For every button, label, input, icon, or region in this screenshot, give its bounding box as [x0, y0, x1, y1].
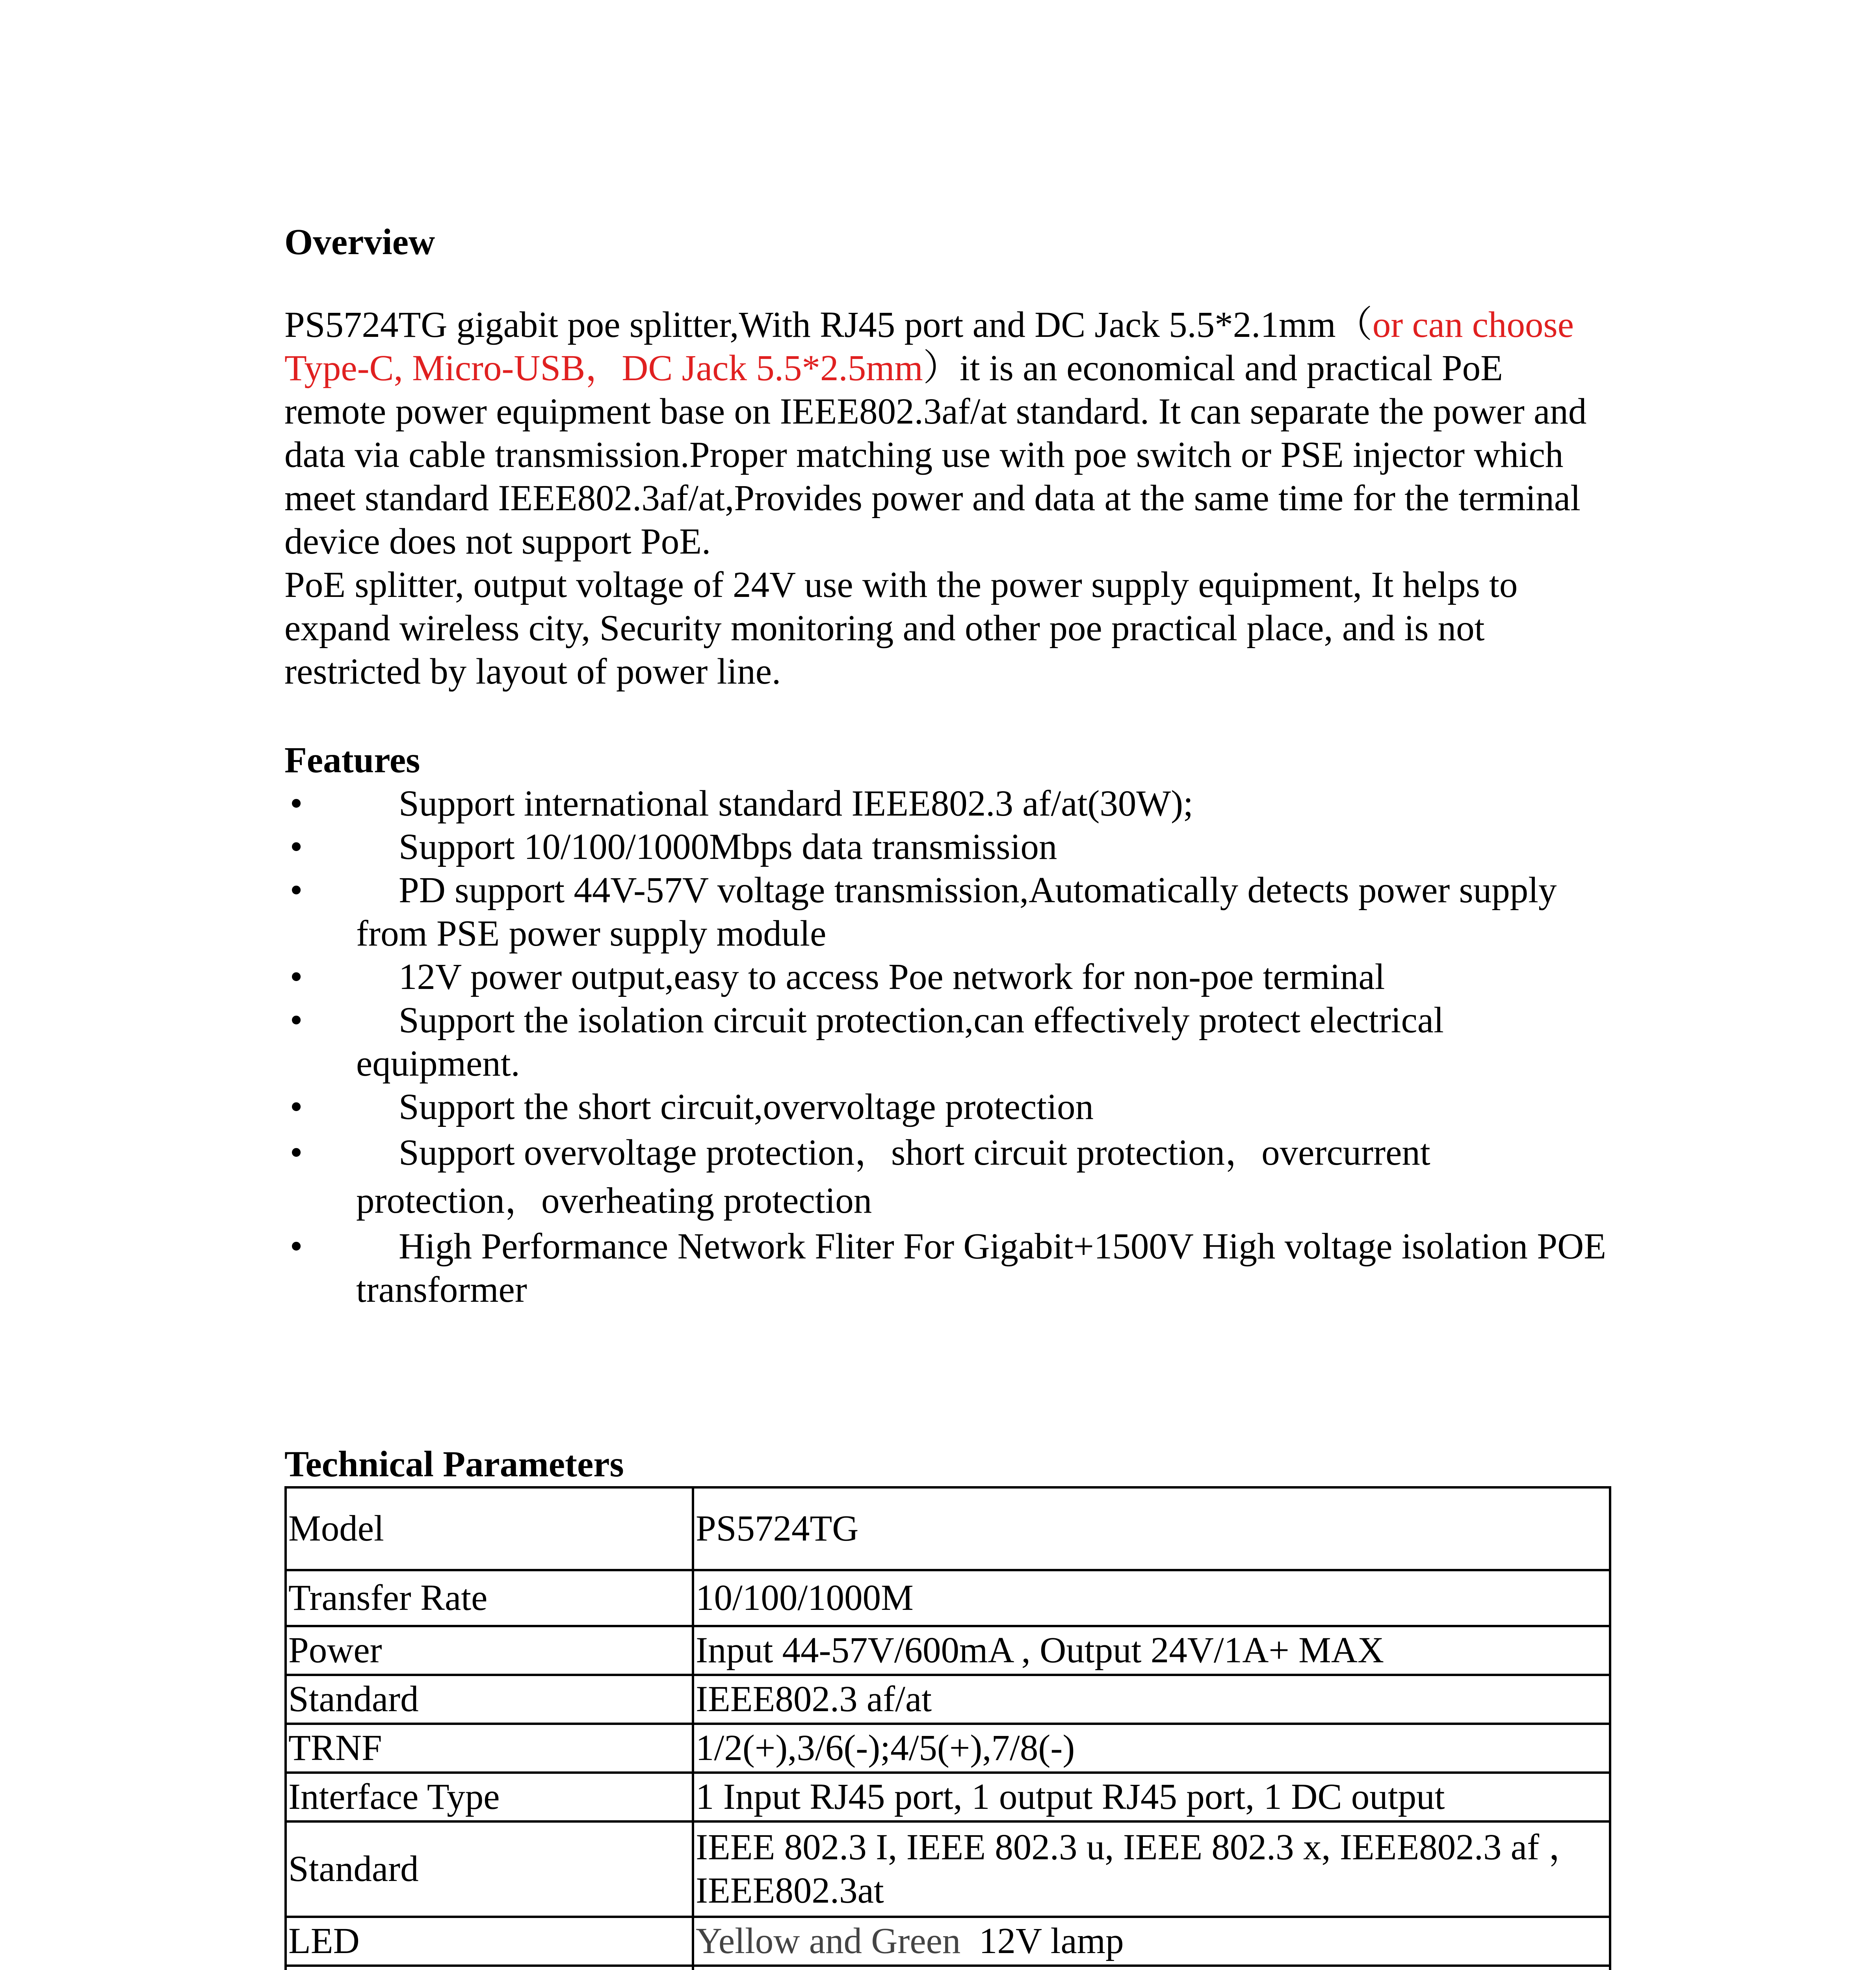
features-heading: Features [284, 740, 420, 781]
table-row [286, 1626, 1610, 1675]
overview-text-options: or can choose Type-C, Micro-USB，DC Jack 5.5*2.5mm [284, 305, 1574, 388]
bullet-icon: • [290, 1226, 303, 1267]
param-value: 1/2(+),3/6(-);4/5(+),7/8(-) [693, 1724, 1610, 1773]
feature-item [284, 1085, 1608, 1129]
param-label: Standard [286, 1675, 693, 1724]
param-label: Model [286, 1487, 693, 1570]
feature-text: Support the short circuit,overvoltage protection [399, 1087, 1094, 1127]
bullet-icon: • [290, 1132, 303, 1173]
param-label: Transfer Rate [286, 1570, 693, 1626]
spacer [284, 1312, 1608, 1443]
param-value [693, 1917, 1610, 1966]
feature-item [284, 999, 1608, 1085]
spacer [284, 264, 1608, 303]
spacer [284, 693, 1608, 739]
feature-text: PD support 44V-57V voltage transmission,Automatically detects power supply from PSE power supply module [356, 870, 1557, 954]
feature-item [284, 1129, 1608, 1225]
param-label: TRNF [286, 1724, 693, 1773]
feature-text: Support international standard IEEE802.3 af/at(30W); [399, 783, 1193, 824]
overview-paragraph-2: PoE splitter, output voltage of 24V use with the power supply equipment, It helps to expand wireless city, Security monitoring and other poe practical place, and is not restricted by layout of power line. [284, 565, 1518, 692]
param-value: IEEE802.3 af/at [693, 1675, 1610, 1724]
led-colors: Yellow and Green [696, 1921, 961, 1961]
bullet-icon: • [290, 870, 303, 911]
param-label: Interface Type [286, 1773, 693, 1821]
param-value: Input 44-57V/600mA , Output 24V/1A+ MAX [693, 1626, 1610, 1675]
table-row [286, 1487, 1610, 1570]
table-row [286, 1773, 1610, 1821]
table-row [286, 1821, 1610, 1917]
param-label: Standard [286, 1821, 693, 1917]
table-row [286, 1917, 1610, 1966]
parameters-table [284, 1486, 1611, 1970]
table-row [286, 1966, 1610, 1970]
feature-item [284, 782, 1608, 825]
feature-text: 12V power output,easy to access Poe network for non-poe terminal [399, 957, 1385, 997]
feature-text: High Performance Network Fliter For Gigabit+1500V High voltage isolation POE transformer [356, 1226, 1607, 1310]
technical-heading: Technical Parameters [284, 1444, 624, 1485]
overview-text-part1: PS5724TG gigabit poe splitter,With RJ45 port and DC Jack 5.5*2.1mm（ [284, 305, 1373, 345]
document-body [284, 221, 1608, 1970]
param-value [693, 1966, 1610, 1970]
table-row [286, 1570, 1610, 1626]
overview-heading: Overview [284, 222, 435, 262]
param-value: 1 Input RJ45 port, 1 output RJ45 port, 1 DC output [693, 1773, 1610, 1821]
feature-item [284, 1225, 1608, 1312]
param-value: IEEE 802.3 I, IEEE 802.3 u, IEEE 802.3 x, IEEE802.3 af ， IEEE802.3at [693, 1821, 1610, 1917]
bullet-icon: • [290, 1000, 303, 1041]
feature-item [284, 825, 1608, 869]
param-label [286, 1966, 693, 1970]
feature-item [284, 869, 1608, 955]
table-row [286, 1724, 1610, 1773]
param-value: 10/100/1000M [693, 1570, 1610, 1626]
param-value: PS5724TG [693, 1487, 1610, 1570]
param-label: LED [286, 1917, 693, 1966]
feature-item [284, 955, 1608, 999]
environment-line-1 [696, 1968, 1607, 1970]
feature-text: Support the isolation circuit protection,can effectively protect electrical equipment. [356, 1000, 1444, 1084]
overview-paragraph-1 [284, 303, 1608, 563]
features-list [284, 782, 1608, 1312]
feature-text: Support overvoltage protection，short circuit protection，overcurrent protection，overheating protection [356, 1132, 1430, 1221]
feature-text: Support 10/100/1000Mbps data transmission [399, 827, 1057, 867]
overview-text-part2: ）it is an economical and practical PoE remote power equipment base on IEEE802.3af/at standard. It can separate the power and data via cable transmission.Proper matching use with poe switch or PSE injector which meet standard IEEE802.3af/at,Provides power and data at the same time for the terminal device does not support PoE. [284, 348, 1587, 562]
bullet-icon: • [290, 957, 303, 997]
bullet-icon: • [290, 827, 303, 867]
bullet-icon: • [290, 1087, 303, 1127]
table-row [286, 1675, 1610, 1724]
param-label: Power [286, 1626, 693, 1675]
bullet-icon: • [290, 783, 303, 824]
led-voltage: 12V lamp [960, 1921, 1124, 1961]
